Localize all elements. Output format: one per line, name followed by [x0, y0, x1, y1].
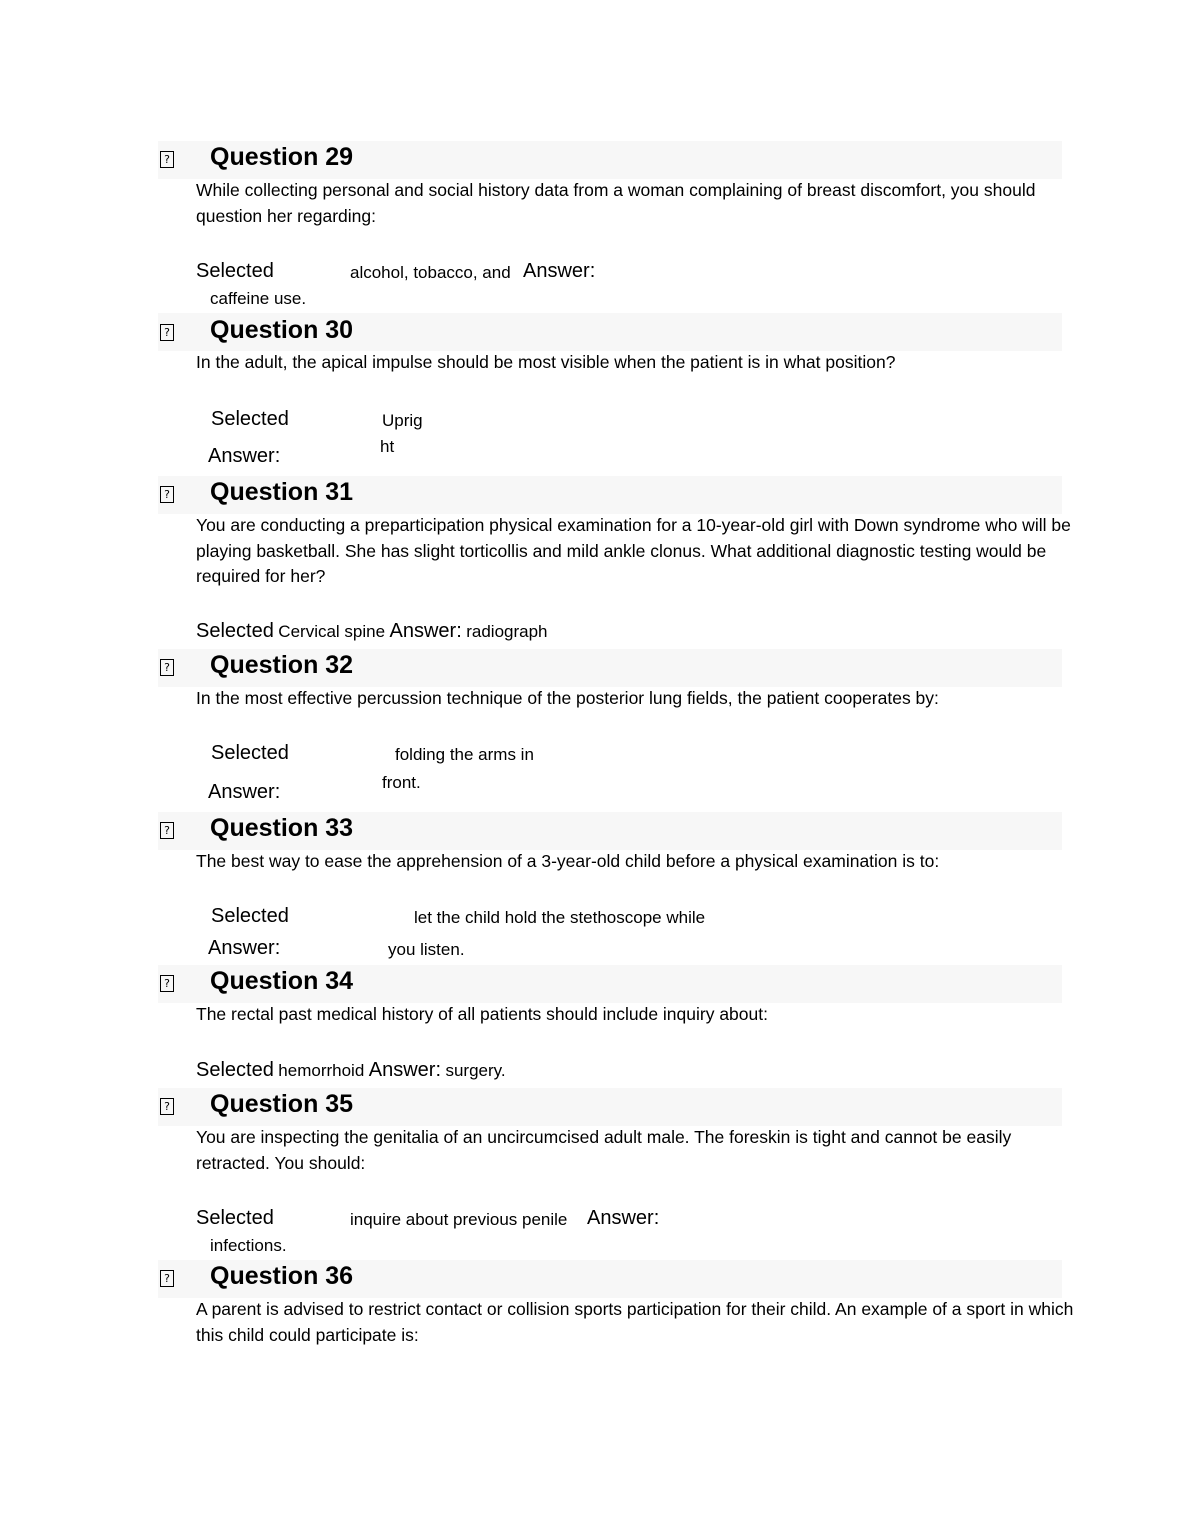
question-text: You are inspecting the genitalia of an uncircumcised adult male. The foreskin is tight and cannot be easily retracted. You should: — [196, 1127, 1012, 1173]
missing-glyph-icon: ? — [160, 486, 174, 503]
missing-glyph-icon: ? — [160, 324, 174, 341]
selected-answer: alcohol, tobacco, and — [350, 263, 511, 282]
selected-answer-continued: ht — [380, 437, 395, 456]
missing-glyph-icon: ? — [160, 975, 174, 992]
selected-answer-continued: front. — [382, 773, 421, 792]
selected-answer-continued: infections. — [210, 1236, 287, 1255]
selected-label: Selected — [211, 408, 289, 430]
answer-label: Answer: — [208, 445, 281, 467]
selected-answer-row — [196, 620, 548, 643]
selected-label: Selected — [211, 905, 289, 927]
missing-glyph-icon: ? — [160, 1098, 174, 1115]
question-title: Question 31 — [210, 478, 354, 506]
selected-answer: Uprig — [382, 411, 423, 430]
selected-answer-continued: radiograph — [466, 622, 548, 641]
question-title: Question 33 — [210, 814, 354, 842]
question-title: Question 32 — [210, 651, 354, 679]
selected-answer: folding the arms in — [395, 745, 534, 764]
question-title: Question 29 — [210, 143, 354, 171]
selected-answer: let the child hold the stethoscope while — [414, 908, 706, 927]
missing-glyph-icon: ? — [160, 659, 174, 676]
question-text: The best way to ease the apprehension of a 3-year-old child before a physical examination is to: — [196, 851, 940, 871]
question-title: Question 36 — [210, 1262, 354, 1290]
selected-answer-continued: you listen. — [388, 940, 465, 959]
selected-label: Selected — [211, 742, 289, 764]
question-title: Question 30 — [210, 316, 354, 344]
answer-label: Answer: — [368, 1059, 441, 1081]
question-text: While collecting personal and social history data from a woman complaining of breast discomfort, you should question her regarding: — [196, 180, 1036, 226]
answer-label: Answer: — [208, 937, 281, 959]
question-text: You are conducting a preparticipation physical examination for a 10-year-old girl with Down syndrome who will be playing basketball. She has slight torticollis and mild ankle clonus. What additional diagnostic testing would be required for her? — [196, 515, 1071, 586]
question-text: In the most effective percussion technique of the posterior lung fields, the patient cooperates by: — [196, 688, 939, 708]
selected-answer-continued: caffeine use. — [210, 289, 307, 308]
selected-label: Selected — [196, 1059, 274, 1081]
question-title: Question 35 — [210, 1090, 354, 1118]
selected-label: Selected — [196, 620, 274, 642]
answer-label: Answer: — [523, 260, 596, 282]
question-text: In the adult, the apical impulse should be most visible when the patient is in what position? — [196, 352, 896, 372]
missing-glyph-icon: ? — [160, 1270, 174, 1287]
question-title: Question 34 — [210, 967, 354, 995]
answer-label: Answer: — [208, 781, 281, 803]
question-text: A parent is advised to restrict contact or collision sports participation for their child. An example of a sport in which this child could participate is: — [196, 1299, 1074, 1345]
selected-label: Selected — [196, 1207, 274, 1229]
answer-label: Answer: — [389, 620, 462, 642]
selected-answer-continued: surgery. — [445, 1061, 506, 1080]
selected-answer: Cervical spine — [278, 622, 386, 641]
missing-glyph-icon: ? — [160, 151, 174, 168]
selected-answer: inquire about previous penile — [350, 1210, 568, 1229]
selected-answer: hemorrhoid — [278, 1061, 365, 1080]
answer-label: Answer: — [587, 1207, 660, 1229]
question-text: The rectal past medical history of all patients should include inquiry about: — [196, 1004, 768, 1024]
missing-glyph-icon: ? — [160, 822, 174, 839]
selected-label: Selected — [196, 260, 274, 282]
selected-answer-row — [196, 1059, 506, 1082]
